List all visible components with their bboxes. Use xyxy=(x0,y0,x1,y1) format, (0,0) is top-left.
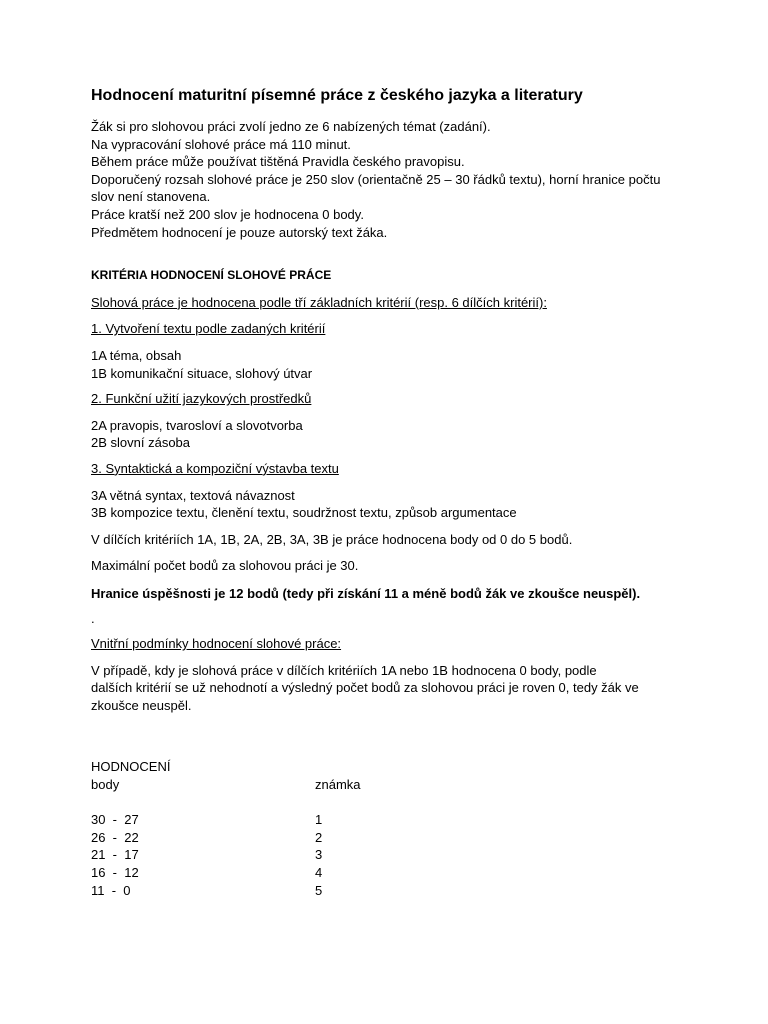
grading-spacer xyxy=(91,794,691,812)
grading-row xyxy=(91,864,691,882)
internal-conditions-line: zkoušce neuspěl. xyxy=(91,697,192,713)
criterion-item: 2B slovní zásoba xyxy=(91,435,191,451)
internal-conditions-paragraph xyxy=(91,662,691,715)
grading-points: 30 - 27 xyxy=(91,812,139,828)
internal-conditions-line: V případě, kdy je slohová práce v dílčích kritériích 1A nebo 1B hodnocena 0 body, podle xyxy=(91,662,597,678)
intro-line: Práce kratší než 200 slov je hodnocena 0 body. xyxy=(91,206,364,222)
grading-grade: 4 xyxy=(315,865,323,880)
max-points-note: Maximální počet bodů za slohovou práci je 30. xyxy=(91,558,359,574)
grading-grade: 2 xyxy=(315,829,323,845)
criterion-item: 1B komunikační situace, slohový útvar xyxy=(91,365,313,381)
criterion-item: 3A větná syntax, textová návaznost xyxy=(91,487,295,503)
criteria-group-heading: 1. Vytvoření textu podle zadaných kritérií xyxy=(91,321,326,337)
criterion-item: 1A téma, obsah xyxy=(91,347,182,363)
criteria-heading: KRITÉRIA HODNOCENÍ SLOHOVÉ PRÁCE xyxy=(91,268,332,283)
grading-points: 21 - 17 xyxy=(91,847,139,863)
intro-line: Předmětem hodnocení je pouze autorský text žáka. xyxy=(91,224,388,240)
grading-points: 26 - 22 xyxy=(91,829,139,845)
grading-row xyxy=(91,846,691,864)
grading-points: 11 - 0 xyxy=(91,882,131,898)
intro-line: Žák si pro slohovou práci zvolí jedno ze 6 nabízených témat (zadání). xyxy=(91,119,491,134)
grading-heading: HODNOCENÍ xyxy=(91,759,171,775)
criterion-item: 2A pravopis, tvarosloví a slovotvorba xyxy=(91,417,303,433)
grading-col-points-header: body xyxy=(91,777,120,793)
grading-row xyxy=(91,811,691,829)
criterion-item: 3B kompozice textu, členění textu, soudržnost textu, způsob argumentace xyxy=(91,505,517,521)
intro-line: Doporučený rozsah slohové práce je 250 slov (orientačně 25 – 30 řádků textu), horní hranice počtu xyxy=(91,171,661,187)
document-body xyxy=(91,86,691,899)
grading-grade: 3 xyxy=(315,847,323,863)
grading-row xyxy=(91,829,691,847)
grading-points: 16 - 12 xyxy=(91,865,139,880)
internal-conditions-line: dalších kritérií se už nehodnotí a výsledný počet bodů za slohovou práci je roven 0, tedy žák ve xyxy=(91,680,639,696)
threshold-note: Hranice úspěšnosti je 12 bodů (tedy při získání 11 a méně bodů žák ve zkoušce neuspěl). xyxy=(91,585,641,601)
criteria-intro: Slohová práce je hodnocena podle tří základních kritérií (resp. 6 dílčích kritérií): xyxy=(91,294,547,310)
partial-criteria-note: V dílčích kritériích 1A, 1B, 2A, 2B, 3A, 3B je práce hodnocena body od 0 do 5 bodů. xyxy=(91,531,573,547)
intro-line: Na vypracování slohové práce má 110 minut. xyxy=(91,136,351,152)
grading-col-grade-header: známka xyxy=(315,777,361,793)
intro-paragraph xyxy=(91,118,691,241)
criteria-group-heading: 2. Funkční užití jazykových prostředků xyxy=(91,391,312,407)
internal-conditions-heading: Vnitřní podmínky hodnocení slohové práce: xyxy=(91,636,342,652)
grading-header-row xyxy=(91,776,691,794)
stray-dot: . xyxy=(91,611,95,627)
intro-line: Během práce může používat tištěná Pravidla českého pravopisu. xyxy=(91,154,465,170)
grading-grade: 5 xyxy=(315,882,323,898)
document-title: Hodnocení maturitní písemné práce z českého jazyka a literatury xyxy=(91,87,583,104)
grading-row xyxy=(91,882,691,900)
intro-line: slov není stanovena. xyxy=(91,189,211,205)
grading-grade: 1 xyxy=(315,812,323,828)
criteria-group-heading: 3. Syntaktická a kompoziční výstavba textu xyxy=(91,460,339,476)
criteria-group-items xyxy=(91,347,691,382)
grading-table xyxy=(91,758,691,899)
criteria-group-items xyxy=(91,417,691,452)
criteria-group-items xyxy=(91,487,691,522)
